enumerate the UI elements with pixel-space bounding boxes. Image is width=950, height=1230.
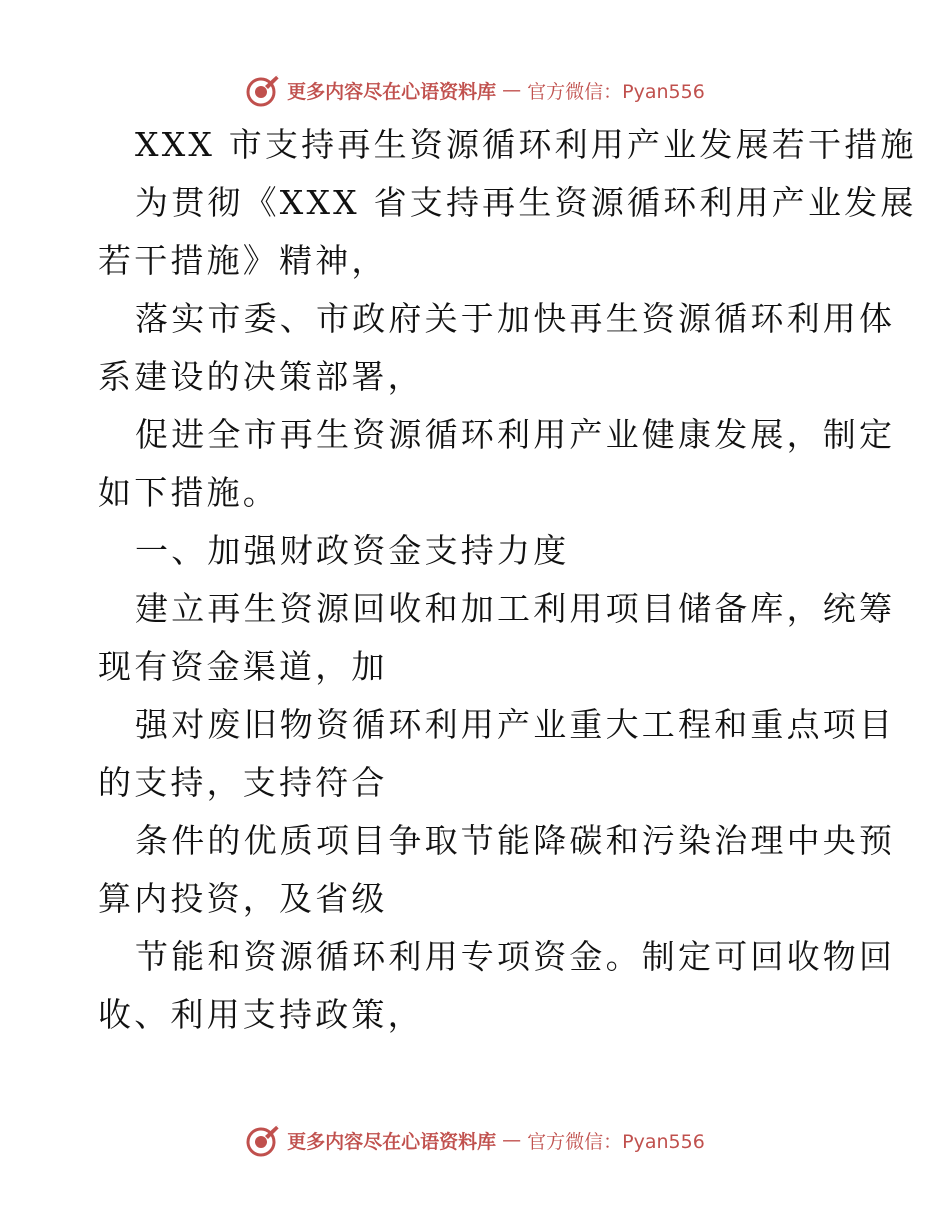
paragraph-line: 强对废旧物资循环利用产业重大工程和重点项目 <box>135 705 896 744</box>
section-heading: 一、加强财政资金支持力度 <box>135 531 570 570</box>
paragraph-line: 为贯彻《XXX 省支持再生资源循环利用产业发展 <box>135 183 917 222</box>
banner-separator: — <box>502 1129 522 1151</box>
footer-banner <box>0 1120 950 1160</box>
pen-nib-logo-icon <box>245 1122 281 1158</box>
banner-text: 更多内容尽在心语资料库 <box>287 1130 497 1153</box>
paragraph-line: 落实市委、市政府关于加快再生资源循环利用体 <box>135 299 896 338</box>
paragraph-line: 节能和资源循环利用专项资金。制定可回收物回 <box>135 937 896 976</box>
paragraph-line: 的支持，支持符合 <box>98 763 388 802</box>
paragraph-line: 现有资金渠道，加 <box>98 647 388 686</box>
banner-separator: — <box>502 79 522 101</box>
paragraph-line: 如下措施。 <box>98 473 279 512</box>
paragraph-line: 条件的优质项目争取节能降碳和污染治理中央预 <box>135 821 896 860</box>
paragraph-line: 算内投资，及省级 <box>98 879 388 918</box>
paragraph-line: 系建设的决策部署， <box>98 357 424 396</box>
banner-account: 官方微信：Pyan556 <box>527 1130 705 1153</box>
document-body <box>98 116 917 1044</box>
banner-account: 官方微信：Pyan556 <box>527 80 705 103</box>
paragraph-line: 若干措施》精神， <box>98 241 388 280</box>
document-title: XXX 市支持再生资源循环利用产业发展若干措施 <box>135 125 917 164</box>
banner-text: 更多内容尽在心语资料库 <box>287 80 497 103</box>
paragraph-line: 促进全市再生资源循环利用产业健康发展，制定 <box>135 415 896 454</box>
pen-nib-logo-icon <box>245 72 281 108</box>
paragraph-line: 建立再生资源回收和加工利用项目储备库，统筹 <box>135 589 896 628</box>
paragraph-line: 收、利用支持政策， <box>98 995 424 1034</box>
header-banner <box>0 70 950 110</box>
